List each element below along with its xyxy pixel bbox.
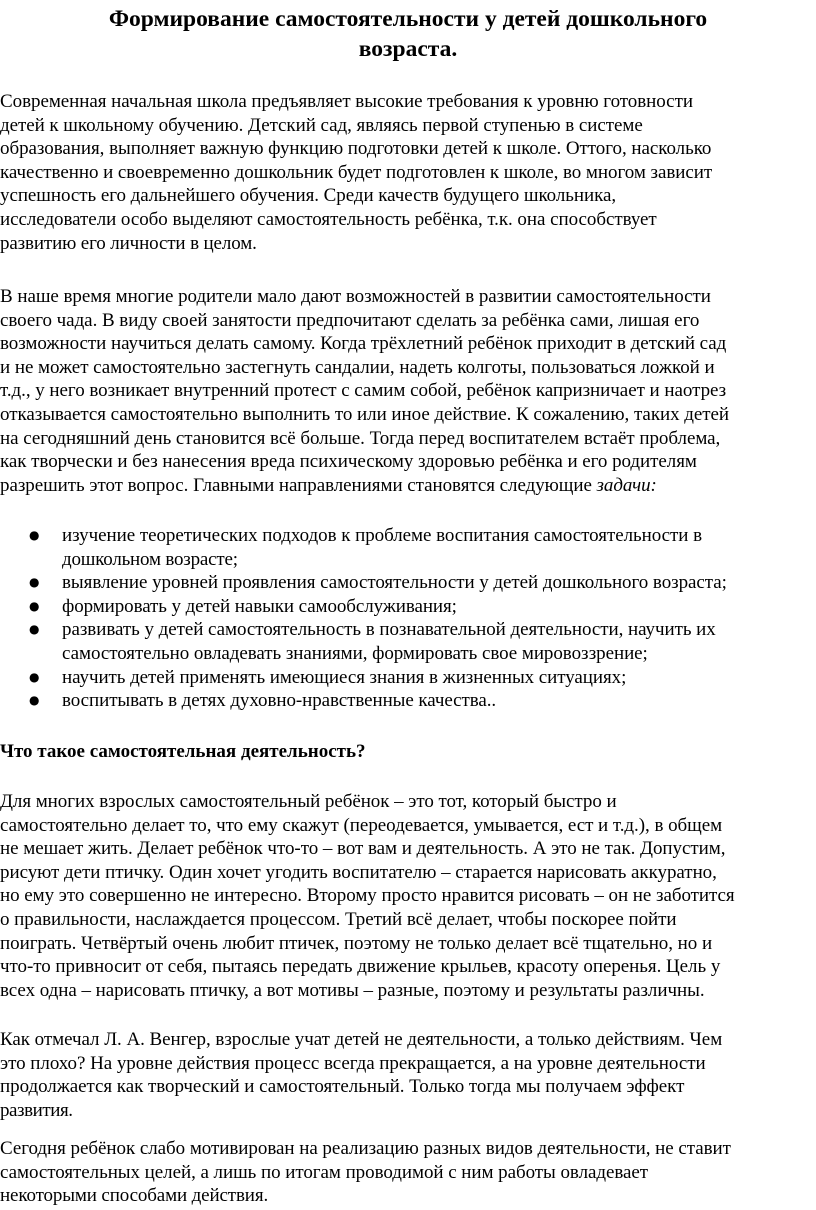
today-paragraph (0, 1137, 816, 1208)
task-text-line: изучение теоретических подходов к проблеме воспитания самостоятельности в (62, 525, 703, 546)
text-line: своего чада. В виду своей занятости предпочитают сделать за ребёнка сами, лишая его (0, 309, 700, 331)
text-line: качественно и своевременно дошкольник будет подготовлен к школе, во многом зависит (0, 161, 713, 183)
text-line: исследователи особо выделяют самостоятельность ребёнка, т.к. она способствует (0, 208, 657, 230)
text-line: В наше время многие родители мало дают возможностей в развитии самостоятельности (0, 286, 711, 307)
text-line: самостоятельно делает то, что ему скажут (переодевается, умывается, ест и т.д.), в общем (0, 814, 723, 836)
task-text-line: научить детей применять имеющиеся знания в жизненных ситуациях; (62, 666, 627, 688)
activity-paragraph (0, 790, 816, 1002)
bullet-icon: ● (29, 528, 40, 542)
text-fragment: разрешить этот вопрос. Главными направлениями становятся следующие (0, 474, 597, 496)
question-heading: Что такое самостоятельная деятельность? (0, 741, 366, 762)
text-line: развитию его личности в целом. (0, 232, 257, 254)
text-line: детей к школьному обучению. Детский сад, являясь первой ступенью в системе (0, 114, 643, 136)
document-title (30, 4, 786, 64)
text-line: некоторыми способами действия. (0, 1185, 269, 1207)
task-text-line: дошкольном возрасте; (62, 548, 238, 570)
bullet-icon: ● (29, 575, 40, 590)
text-line: как творчески и без нанесения вреда психическому здоровью ребёнка и его родителям (0, 451, 697, 473)
text-line: всех одна – нарисовать птичку, а вот мотивы – разные, поэтому и результаты различны. (0, 979, 705, 1001)
task-item (0, 524, 816, 571)
text-line: о правильности, наслаждается процессом. Третий всё делает, чтобы поскорее пойти (0, 908, 677, 930)
text-line: образования, выполняет важную функцию подготовки детей к школе. Оттого, насколько (0, 138, 712, 160)
text-line: что-то привносит от себя, пытаясь передать движение крыльев, красоту оперенья. Цель у (0, 956, 721, 978)
text-line: самостоятельных целей, а лишь по итогам проводимой с ним работы овладевает (0, 1161, 649, 1183)
bullet-icon: ● (29, 669, 40, 684)
task-item (0, 689, 816, 713)
text-line-last (0, 474, 816, 498)
bullet-icon: ● (29, 598, 40, 613)
text-line: Как отмечал Л. А. Венгер, взрослые учат детей не деятельности, а только действиям. Чем (0, 1029, 723, 1050)
text-line: успешность его дальнейшего обучения. Среди качеств будущего школьника, (0, 185, 617, 207)
task-text-line: развивать у детей самостоятельность в познавательной деятельности, научить их (62, 619, 716, 641)
text-line: возможности научиться делать самому. Когда трёхлетний ребёнок приходит в детский сад (0, 333, 727, 355)
task-text-line: выявление уровней проявления самостоятельности у детей дошкольного возраста; (62, 572, 727, 594)
title-line: возраста. (358, 36, 458, 62)
text-line: не мешает жить. Делает ребёнок что-то – вот вам и деятельность. А это не так. Допустим, (0, 838, 726, 860)
task-item (0, 571, 816, 595)
task-item (0, 666, 816, 690)
tasks-list (0, 524, 816, 713)
tasks-label: задачи: (596, 474, 657, 496)
venger-paragraph (0, 1028, 816, 1122)
text-line: и не может самостоятельно застегнуть сандалии, надеть колготы, пользоваться ложкой и (0, 356, 715, 378)
text-line: продолжается как творческий и самостоятельный. Только тогда мы получаем эффект (0, 1076, 685, 1098)
text-line: развития. (0, 1099, 73, 1121)
task-text-line: воспитывать в детях духовно-нравственные качества.. (62, 690, 497, 712)
text-line: Для многих взрослых самостоятельный ребёнок – это тот, который быстро и (0, 791, 617, 812)
text-line: Современная начальная школа предъявляет высокие требования к уровню готовности (0, 91, 693, 112)
bullet-icon: ● (29, 622, 40, 637)
parents-paragraph (0, 285, 816, 497)
text-line: поиграть. Четвёртый очень любит птичек, поэтому не только делает всё тщательно, но и (0, 932, 713, 954)
text-line: т.д., у него возникает внутренний протест с самим собой, ребёнок капризничает и наотрез (0, 380, 727, 402)
title-line: Формирование самостоятельности у детей дошкольного (108, 6, 708, 32)
text-line: на сегодняшний день становится всё больше. Тогда перед воспитателем встаёт проблема, (0, 427, 721, 449)
bullet-icon: ● (29, 693, 40, 708)
task-text-line: самостоятельно овладевать знаниями, формировать свое мировоззрение; (62, 642, 648, 664)
task-item (0, 595, 816, 619)
task-item (0, 618, 816, 665)
text-line: но ему это совершенно не интересно. Второму просто нравится рисовать – он не заботится (0, 885, 735, 907)
text-line: Сегодня ребёнок слабо мотивирован на реализацию разных видов деятельности, не ставит (0, 1138, 731, 1159)
text-line: это плохо? На уровне действия процесс всегда прекращается, а на уровне деятельности (0, 1052, 706, 1074)
text-line: отказывается самостоятельно выполнить то или иное действие. К сожалению, таких детей (0, 403, 730, 425)
text-line: рисуют дети птичку. Один хочет угодить воспитателю – старается нарисовать аккуратно, (0, 861, 717, 883)
task-text-line: формировать у детей навыки самообслуживания; (62, 595, 457, 617)
intro-paragraph (0, 90, 816, 255)
